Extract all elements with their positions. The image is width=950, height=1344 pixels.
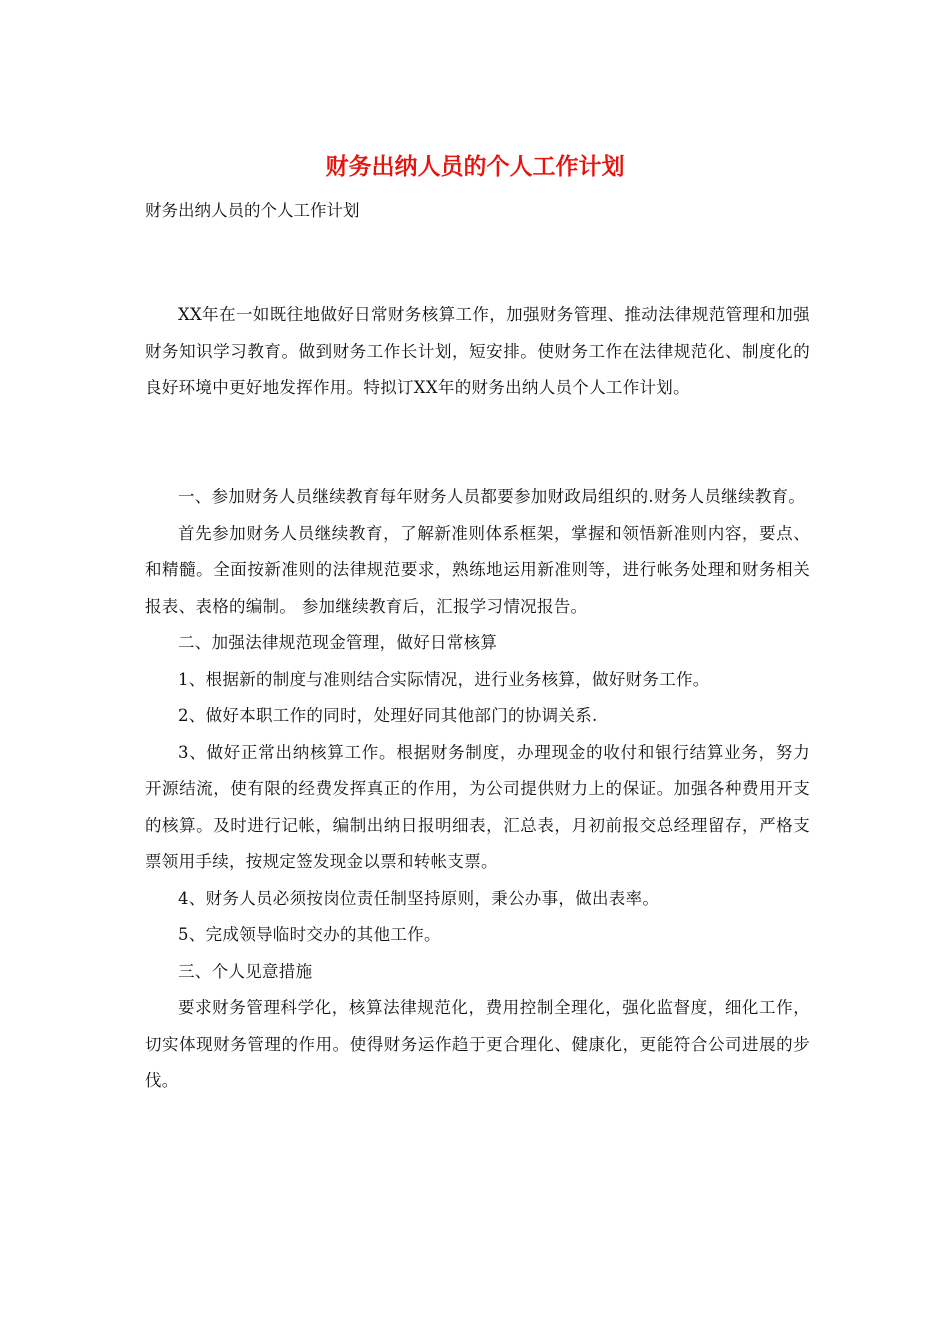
list-item: 5、完成领导临时交办的其他工作。 [178,925,441,944]
body-paragraph: 首先参加财务人员继续教育，了解新准则体系框架，掌握和领悟新准则内容，要点、和精髓。全面按新准则的法律规范要求，熟练地运用新准则等，进行帐务处理和财务相关报表、表格的编制。 参加继续教育后，汇报学习情况报告。 [145,523,810,616]
intro-paragraph: XX年在一如既往地做好日常财务核算工作，加强财务管理、推动法律规范管理和加强财务知识学习教育。做到财务工作长计划，短安排。使财务工作在法律规范化、制度化的良好环境中更好地发挥作用。特拟订XX年的财务出纳人员个人工作计划。 [145,305,810,397]
body-paragraph: 要求财务管理科学化，核算法律规范化，费用控制全理化，强化监督度，细化工作，切实体现财务管理的作用。使得财务运作趋于更合理化、健康化，更能符合公司进展的步伐。 [145,998,810,1090]
list-item: 1、根据新的制度与准则结合实际情况，进行业务核算，做好财务工作。 [178,669,710,689]
section-heading-3: 三、个人见意措施 [178,961,313,981]
section-heading-2: 二、加强法律规范现金管理，做好日常核算 [178,633,498,652]
list-item: 3、做好正常出纳核算工作。根据财务制度，办理现金的收付和银行结算业务，努力开源结流，使有限的经费发挥真正的作用，为公司提供财力上的保证。加强各种费用开支的核算。及时进行记帐，编制出纳日报明细表，汇总表，月初前报交总经理留存，严格支票领用手续，按规定签发现金以票和转帐支票。 [145,742,810,871]
document-subtitle: 财务出纳人员的个人工作计划 [145,201,360,220]
document-title: 财务出纳人员的个人工作计划 [325,153,625,180]
list-item: 4、财务人员必须按岗位责任制坚持原则，秉公办事，做出表率。 [178,888,660,908]
document-body [145,479,810,1100]
section-heading-1: 一、参加财务人员继续教育每年财务人员都要参加财政局组织的.财务人员继续教育。 [178,487,806,506]
list-item: 2、做好本职工作的同时，处理好同其他部门的协调关系. [178,706,598,725]
intro-block [145,297,810,407]
